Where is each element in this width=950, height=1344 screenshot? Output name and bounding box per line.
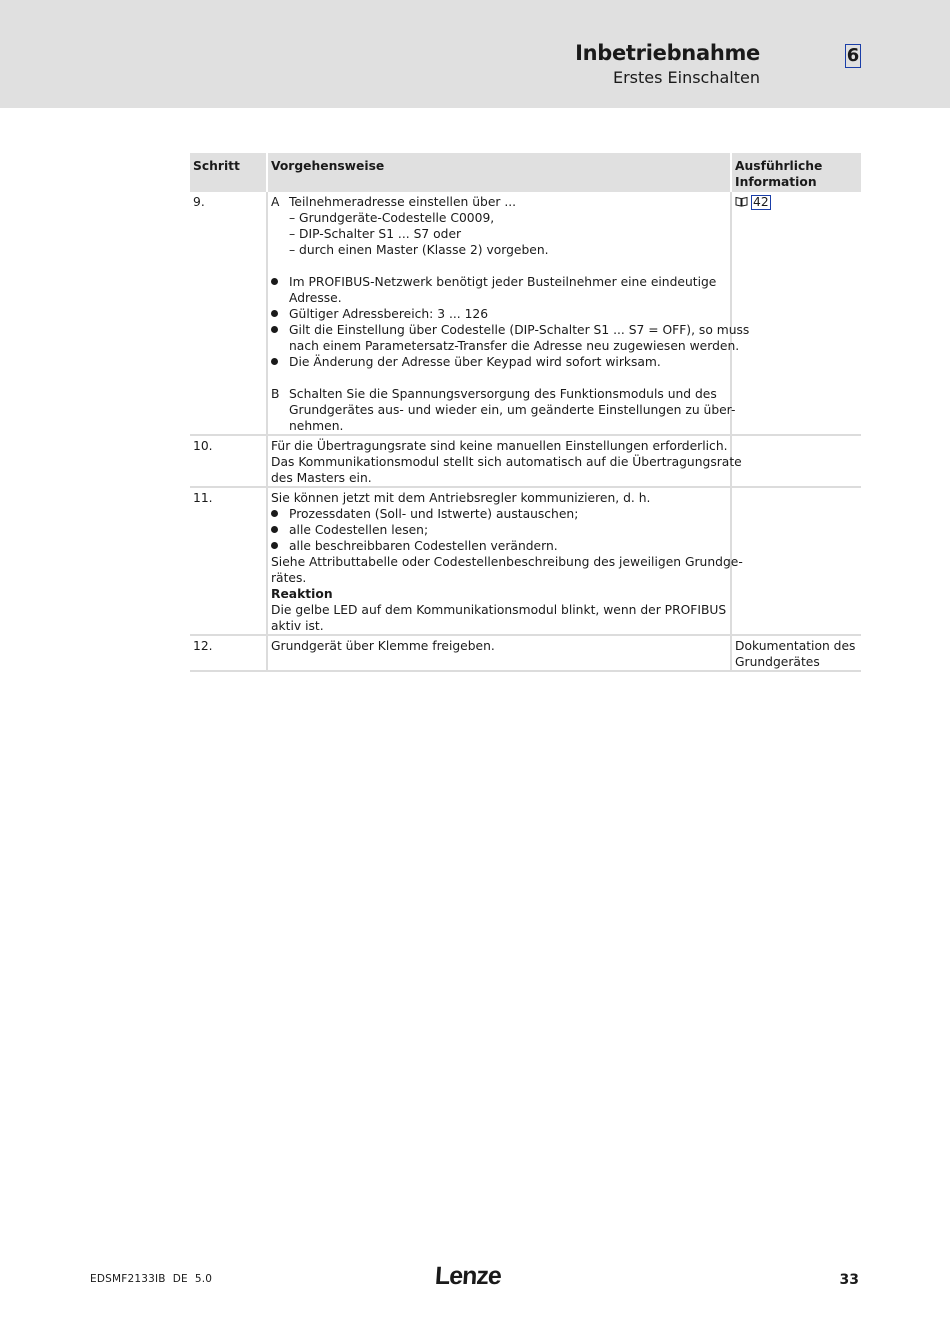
step-info (732, 488, 861, 634)
info-text: Grundgerätes (735, 655, 820, 669)
bullet-text: alle beschreibbaren Codestellen verändern. (289, 539, 558, 553)
table-row-step-9 (190, 192, 861, 436)
column-header-info: Ausführliche Information (735, 159, 823, 189)
book-icon (735, 195, 749, 211)
table-header-row (190, 153, 861, 192)
step-number: 11. (190, 488, 268, 634)
step-text: Siehe Attributtabelle oder Codestellenbeschreibung des jeweiligen Grundge- (271, 555, 743, 569)
chapter-number-link[interactable]: 6 (846, 45, 860, 66)
bullet-icon (271, 326, 278, 333)
page-link[interactable]: 42 (753, 195, 769, 209)
step-text: rätes. (271, 571, 307, 585)
doc-language: DE (172, 1273, 188, 1285)
table-row-step-12 (190, 636, 861, 672)
bullet-text: Die Änderung der Adresse über Keypad wird sofort wirksam. (289, 355, 661, 369)
column-header-step: Schritt (190, 153, 268, 192)
step-text: Die gelbe LED auf dem Kommunikationsmodul blinkt, wenn der PROFIBUS (271, 603, 727, 617)
info-text: Dokumentation des (735, 639, 856, 653)
table-row-step-11 (190, 488, 861, 636)
bullet-icon (271, 358, 278, 365)
item-marker: B (271, 387, 280, 401)
step-text: Das Kommunikationsmodul stellt sich automatisch auf die Übertragungsrate (271, 455, 742, 469)
sub-item: – Grundgeräte-Codestelle C0009, (289, 211, 495, 225)
chapter-title: Inbetriebnahme (575, 41, 760, 65)
sub-item: – DIP-Schalter S1 ... S7 oder (289, 227, 462, 241)
table-row-step-10 (190, 436, 861, 488)
bullet-text: Im PROFIBUS-Netzwerk benötigt jeder Busteilnehmer eine eindeutige (289, 275, 717, 289)
step-number: 9. (190, 192, 268, 434)
step-procedure (268, 192, 750, 434)
bullet-icon (271, 526, 278, 533)
step-info (732, 192, 861, 434)
step-text: nehmen. (289, 419, 344, 433)
step-text: Schalten Sie die Spannungsversorgung des Funktionsmoduls und des (289, 387, 717, 401)
bullet-icon (271, 278, 278, 285)
column-header-procedure: Vorgehensweise (268, 153, 732, 192)
bullet-icon (271, 310, 278, 317)
bullet-text: Adresse. (289, 291, 342, 305)
step-procedure (268, 436, 742, 486)
section-subtitle: Erstes Einschalten (612, 68, 760, 87)
bullet-text: Gültiger Adressbereich: 3 ... 126 (289, 307, 489, 321)
document-id (90, 1273, 219, 1285)
bullet-text: Prozessdaten (Soll- und Istwerte) austauschen; (289, 507, 579, 521)
step-text: Grundgerät über Klemme freigeben. (271, 639, 495, 653)
bullet-text: Gilt die Einstellung über Codestelle (DIP-Schalter S1 ... S7 = OFF), so muss (289, 323, 750, 337)
step-text: Grundgerätes aus- und wieder ein, um geänderte Einstellungen zu über- (289, 403, 736, 417)
step-number: 10. (190, 436, 268, 486)
bullet-text: alle Codestellen lesen; (289, 523, 429, 537)
step-info (732, 636, 861, 670)
reaction-label: Reaktion (271, 587, 333, 601)
procedure-table (190, 153, 861, 672)
step-text: Für die Übertragungsrate sind keine manuellen Einstellungen erforderlich. (271, 439, 728, 453)
page-reference[interactable] (735, 195, 771, 209)
step-info (732, 436, 861, 486)
sub-item: – durch einen Master (Klasse 2) vorgeben. (289, 243, 549, 257)
item-marker: A (271, 195, 280, 209)
step-text: Teilnehmeradresse einstellen über ... (289, 195, 517, 209)
bullet-icon (271, 542, 278, 549)
step-number: 12. (190, 636, 268, 670)
step-procedure (268, 636, 732, 670)
step-procedure (268, 488, 743, 634)
step-text: des Masters ein. (271, 471, 372, 485)
step-text: Sie können jetzt mit dem Antriebsregler kommunizieren, d. h. (271, 491, 651, 505)
bullet-icon (271, 510, 278, 517)
lenze-logo: Lenze (434, 1262, 502, 1290)
step-text: aktiv ist. (271, 619, 324, 633)
page-header (0, 0, 950, 108)
bullet-text: nach einem Parametersatz-Transfer die Adresse neu zugewiesen werden. (289, 339, 740, 353)
page-number: 33 (839, 1272, 859, 1288)
doc-number: EDSMF2133IB (90, 1273, 166, 1285)
doc-version: 5.0 (194, 1273, 213, 1285)
